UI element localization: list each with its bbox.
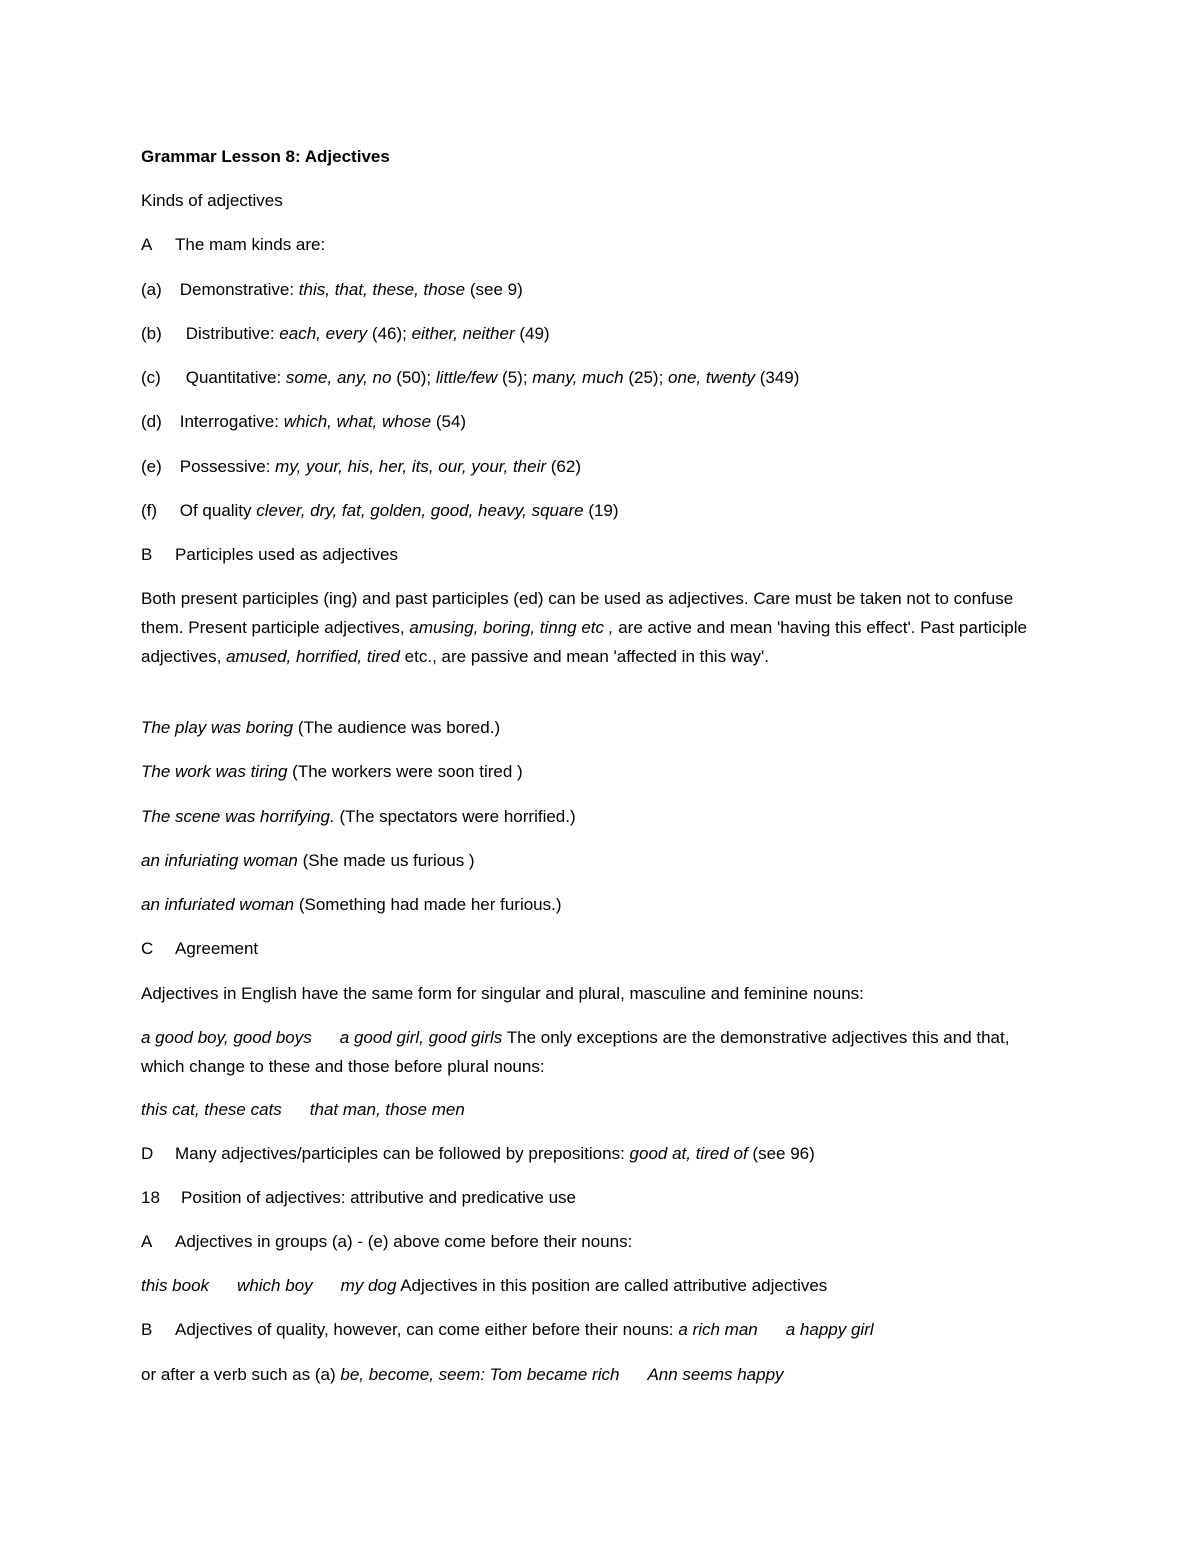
item-ref-3: (25); xyxy=(628,368,664,387)
example-gloss: (She made us furious ) xyxy=(302,851,475,870)
item-label: Demonstrative: xyxy=(179,280,295,299)
item-ref: (19) xyxy=(588,501,619,520)
item-marker: (c) xyxy=(141,368,161,387)
item-ref: (46); xyxy=(371,324,407,343)
example-line xyxy=(141,802,1061,831)
section-c-examples xyxy=(141,1023,1056,1081)
example-gloss: (The workers were soon tired ) xyxy=(292,762,523,781)
item-marker: (b) xyxy=(141,324,162,343)
example-phrase: that man, those men xyxy=(309,1100,465,1119)
example-phrase: The play was boring xyxy=(141,718,294,737)
example-phrase: this cat, these cats xyxy=(141,1100,282,1119)
item-marker: (a) xyxy=(141,280,162,299)
list-item-e xyxy=(141,452,1061,481)
section-18-heading-text: Position of adjectives: attributive and predicative use xyxy=(181,1188,577,1207)
section-18-a xyxy=(141,1227,1061,1256)
example-gloss: (The spectators were horrified.) xyxy=(339,807,576,826)
example-line xyxy=(141,713,1061,742)
page-title: Grammar Lesson 8: Adjectives xyxy=(141,147,390,166)
example-line xyxy=(141,846,1061,875)
example-phrase: a happy girl xyxy=(785,1320,874,1339)
item-label: Interrogative: xyxy=(179,412,279,431)
example-line xyxy=(141,757,1061,786)
list-item-b xyxy=(141,319,1061,348)
section-c-examples-2 xyxy=(141,1095,1061,1124)
item-examples-2: little/few xyxy=(435,368,498,387)
section-18-b-continued xyxy=(141,1360,1061,1389)
item-marker: (f) xyxy=(141,501,158,520)
section-d-ref: (see 96) xyxy=(752,1144,815,1163)
section-c-heading-text: Agreement xyxy=(175,939,259,958)
paragraph-text-1: Both present participles (ing) and past participles (ed) can be used as adjectives. Care must be taken not to confuse them. Present participle adjectives, xyxy=(141,589,1014,637)
example-phrase: a rich man xyxy=(678,1320,758,1339)
list-item-c xyxy=(141,363,1061,392)
section-18-b-marker: B xyxy=(141,1320,153,1339)
example-phrase: my dog xyxy=(340,1276,397,1295)
item-examples: some, any, no xyxy=(285,368,392,387)
item-ref-4: (349) xyxy=(759,368,800,387)
paragraph-italic-1: amusing, boring, tinng etc , xyxy=(409,618,614,637)
section-a-heading-text: The mam kinds are: xyxy=(175,235,326,254)
section-18-a-marker: A xyxy=(141,1232,153,1251)
item-examples-4: one, twenty xyxy=(668,368,755,387)
example-phrase: a good boy, good boys xyxy=(141,1028,312,1047)
section-d-examples: good at, tired of xyxy=(629,1144,748,1163)
section-18-b xyxy=(141,1315,1061,1344)
item-examples-3: many, much xyxy=(532,368,624,387)
example-phrase: The scene was horrifying. xyxy=(141,807,335,826)
item-label: Quantitative: xyxy=(185,368,282,387)
section-b-marker: B xyxy=(141,545,153,564)
item-examples: which, what, whose xyxy=(283,412,432,431)
item-ref: (see 9) xyxy=(469,280,523,299)
section-a-heading xyxy=(141,230,1061,259)
item-ref: (50); xyxy=(396,368,432,387)
section-d-marker: D xyxy=(141,1144,154,1163)
section-18-heading xyxy=(141,1183,1061,1212)
section-b-heading xyxy=(141,540,1061,569)
item-label: Distributive: xyxy=(185,324,275,343)
section-d-text: Many adjectives/participles can be followed by prepositions: xyxy=(175,1144,625,1163)
item-examples: this, that, these, those xyxy=(298,280,466,299)
item-ref: (54) xyxy=(435,412,467,431)
example-phrase: an infuriating woman xyxy=(141,851,298,870)
list-item-d xyxy=(141,407,1061,436)
example-phrase: be, become, seem: Tom became rich xyxy=(340,1365,620,1384)
item-marker: (d) xyxy=(141,412,162,431)
item-label: Possessive: xyxy=(179,457,271,476)
example-gloss: (The audience was bored.) xyxy=(297,718,501,737)
paragraph-italic-2: amused, horrified, tired xyxy=(226,647,400,666)
section-b-heading-text: Participles used as adjectives xyxy=(175,545,399,564)
example-phrase: Ann seems happy xyxy=(647,1365,784,1384)
section-d xyxy=(141,1139,1061,1168)
item-label: Of quality xyxy=(179,501,252,520)
example-phrase: a good girl, good girls xyxy=(339,1028,503,1047)
section-b-paragraph xyxy=(141,584,1056,671)
section-18-a-examples xyxy=(141,1271,1061,1300)
item-ref: (62) xyxy=(550,457,581,476)
item-examples: each, every xyxy=(279,324,368,343)
example-phrase: The work was tiring xyxy=(141,762,288,781)
section-c-paragraph-2: The only exceptions are the demonstrative adjectives this and that, which change to these and those before plural nouns: xyxy=(141,1028,1010,1076)
section-18-b-text-2: or after a verb such as (a) xyxy=(141,1365,336,1384)
item-ref-2: (5); xyxy=(502,368,528,387)
paragraph-text-2: are active and mean 'having this effect'. Past participle adjectives, xyxy=(141,618,1027,666)
item-examples-2: either, neither xyxy=(411,324,515,343)
item-examples: clever, dry, fat, golden, good, heavy, square xyxy=(256,501,584,520)
section-c-marker: C xyxy=(141,939,154,958)
item-ref-2: (49) xyxy=(519,324,550,343)
section-18-a-text-2: Adjectives in this position are called attributive adjectives xyxy=(400,1276,828,1295)
section-c-paragraph: Adjectives in English have the same form for singular and plural, masculine and feminine nouns: xyxy=(141,984,864,1003)
example-phrase: an infuriated woman xyxy=(141,895,295,914)
list-item-f xyxy=(141,496,1061,525)
subtitle: Kinds of adjectives xyxy=(141,191,283,210)
example-gloss: (Something had made her furious.) xyxy=(298,895,562,914)
section-a-marker: A xyxy=(141,235,153,254)
section-18-marker: 18 xyxy=(141,1188,160,1207)
example-line xyxy=(141,890,1061,919)
item-examples: my, your, his, her, its, our, your, their xyxy=(275,457,547,476)
list-item-a xyxy=(141,275,1061,304)
item-marker: (e) xyxy=(141,457,162,476)
paragraph-text-3: etc., are passive and mean 'affected in this way'. xyxy=(404,647,769,666)
section-18-b-text: Adjectives of quality, however, can come either before their nouns: xyxy=(175,1320,674,1339)
section-c-heading xyxy=(141,934,1061,963)
section-18-a-text: Adjectives in groups (a) - (e) above come before their nouns: xyxy=(175,1232,633,1251)
example-phrase: which boy xyxy=(237,1276,313,1295)
example-phrase: this book xyxy=(141,1276,210,1295)
